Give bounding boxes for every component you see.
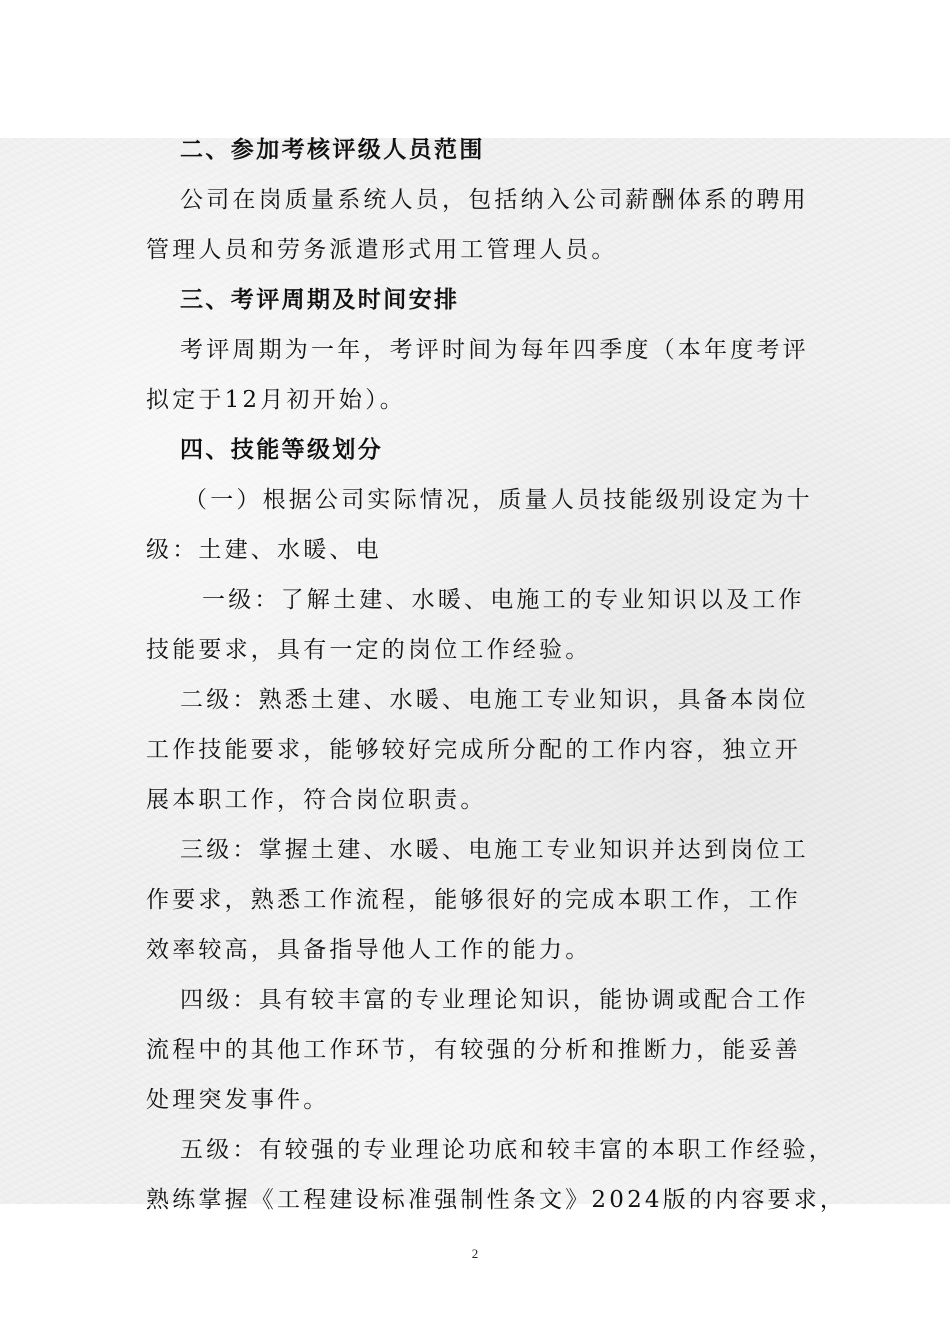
paragraph-line: 熟练掌握《工程建设标准强制性条文》2024版的内容要求， [146, 1187, 847, 1213]
level-1-line: 一级：了解土建、水暖、电施工的专业知识以及工作 [202, 587, 805, 613]
paragraph-line: 拟定于12月初开始）。 [146, 387, 406, 413]
paragraph-line: 工作技能要求，能够较好完成所分配的工作内容，独立开 [146, 737, 801, 763]
section-heading-3: 三、考评周期及时间安排 [180, 287, 460, 313]
level-5-line: 五级：有较强的专业理论功底和较丰富的本职工作经验， [180, 1137, 835, 1163]
level-3-line: 三级：掌握土建、水暖、电施工专业知识并达到岗位工 [180, 837, 809, 863]
paragraph-line: 公司在岗质量系统人员，包括纳入公司薪酬体系的聘用 [180, 187, 809, 213]
paragraph-line: 效率较高，具备指导他人工作的能力。 [146, 937, 592, 963]
level-4-line: 四级：具有较丰富的专业理论知识，能协调或配合工作 [180, 987, 809, 1013]
paragraph-line: 作要求，熟悉工作流程，能够很好的完成本职工作，工作 [146, 887, 801, 913]
level-2-line: 二级：熟悉土建、水暖、电施工专业知识，具备本岗位 [180, 687, 809, 713]
paragraph-line: 管理人员和劳务派遣形式用工管理人员。 [146, 237, 618, 263]
page-number: 2 [471, 1246, 479, 1261]
paragraph-line: （一）根据公司实际情况，质量人员技能级别设定为十 [184, 487, 813, 513]
paragraph-line: 考评周期为一年，考评时间为每年四季度（本年度考评 [180, 337, 809, 363]
section-heading-4: 四、技能等级划分 [180, 437, 384, 463]
paragraph-line: 流程中的其他工作环节，有较强的分析和推断力，能妥善 [146, 1037, 801, 1063]
paragraph-line: 技能要求，具有一定的岗位工作经验。 [146, 637, 592, 663]
section-heading-2: 二、参加考核评级人员范围 [180, 137, 485, 163]
paragraph-line: 处理突发事件。 [146, 1087, 330, 1113]
paragraph-line: 展本职工作，符合岗位职责。 [146, 787, 487, 813]
paragraph-line: 级：土建、水暖、电 [146, 537, 382, 563]
document-body [146, 125, 847, 1225]
